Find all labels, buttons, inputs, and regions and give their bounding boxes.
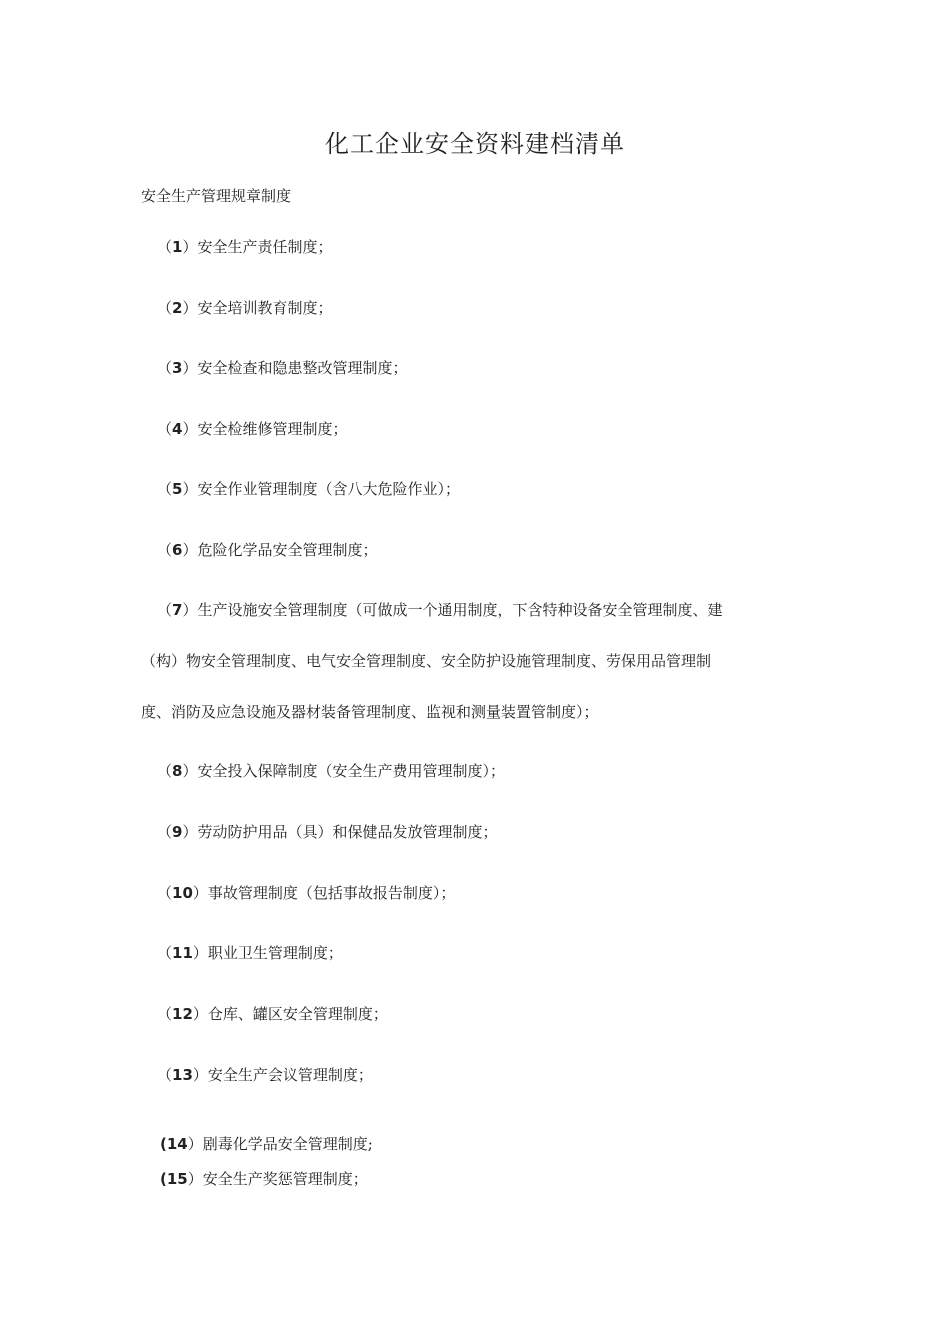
item-text: 安全作业管理制度（含八大危险作业）； (197, 480, 460, 498)
list-item: （11）职业卫生管理制度； (157, 944, 343, 962)
item-text: 生产设施安全管理制度（可做成一个通用制度，下含特种设备安全管理制度、建 (197, 601, 723, 619)
item-number: 2 (172, 299, 183, 317)
item-number: 1 (172, 238, 183, 256)
item-text: 安全生产奖惩管理制度； (202, 1170, 368, 1188)
item-number: 6 (172, 541, 183, 559)
list-item: (14）剧毒化学品安全管理制度; (160, 1135, 373, 1153)
document-title: 化工企业安全资料建档清单 (325, 130, 625, 158)
item-number: 7 (172, 601, 183, 619)
item-number: 15 (166, 1170, 188, 1188)
item-number: 5 (172, 480, 183, 498)
item-text-continuation: （构）物安全管理制度、电气安全管理制度、安全防护设施管理制度、劳保用品管理制 (141, 652, 712, 670)
list-item: （8）安全投入保障制度（安全生产费用管理制度）； (157, 762, 505, 780)
item-text-continuation: 度、消防及应急设施及器材装备管理制度、监视和测量装置管制度）； (141, 703, 599, 721)
section-heading: 安全生产管理规章制度 (141, 187, 292, 205)
list-item: （2）安全培训教育制度； (157, 299, 333, 317)
item-number: 11 (172, 944, 193, 962)
item-text: 职业卫生管理制度； (207, 944, 343, 962)
item-number: 3 (172, 359, 183, 377)
item-number: 12 (172, 1005, 193, 1023)
list-item: （6）危险化学品安全管理制度； (157, 541, 378, 559)
item-number: 14 (166, 1135, 188, 1153)
item-text: 劳动防护用品（具）和保健品发放管理制度； (197, 823, 498, 841)
item-number: 8 (172, 762, 183, 780)
item-text: 事故管理制度（包括事故报告制度）； (207, 884, 456, 902)
list-item: （13）安全生产会议管理制度； (157, 1066, 373, 1084)
item-number: 13 (172, 1066, 193, 1084)
item-text: 安全培训教育制度； (197, 299, 333, 317)
list-item: (15）安全生产奖惩管理制度； (160, 1170, 368, 1188)
item-text: 安全生产责任制度； (197, 238, 333, 256)
list-item: （4）安全检维修管理制度； (157, 420, 348, 438)
list-item: （5）安全作业管理制度（含八大危险作业）； (157, 480, 460, 498)
item-text: 安全投入保障制度（安全生产费用管理制度）； (197, 762, 505, 780)
item-number: 4 (172, 420, 183, 438)
item-text: 仓库、罐区安全管理制度； (207, 1005, 388, 1023)
item-text: 剧毒化学品安全管理制度; (202, 1135, 373, 1153)
list-item: （10）事故管理制度（包括事故报告制度）； (157, 884, 456, 902)
list-item: （7）生产设施安全管理制度（可做成一个通用制度，下含特种设备安全管理制度、建 (157, 601, 723, 619)
item-text: 安全生产会议管理制度； (207, 1066, 373, 1084)
item-number: 9 (172, 823, 183, 841)
item-text: 危险化学品安全管理制度； (197, 541, 378, 559)
item-text: 安全检维修管理制度； (197, 420, 348, 438)
list-item: （9）劳动防护用品（具）和保健品发放管理制度； (157, 823, 498, 841)
item-number: 10 (172, 884, 193, 902)
list-item: （3）安全检查和隐患整改管理制度； (157, 359, 408, 377)
item-text: 安全检查和隐患整改管理制度； (197, 359, 408, 377)
list-item: （12）仓库、罐区安全管理制度； (157, 1005, 388, 1023)
list-item: （1）安全生产责任制度； (157, 238, 333, 256)
